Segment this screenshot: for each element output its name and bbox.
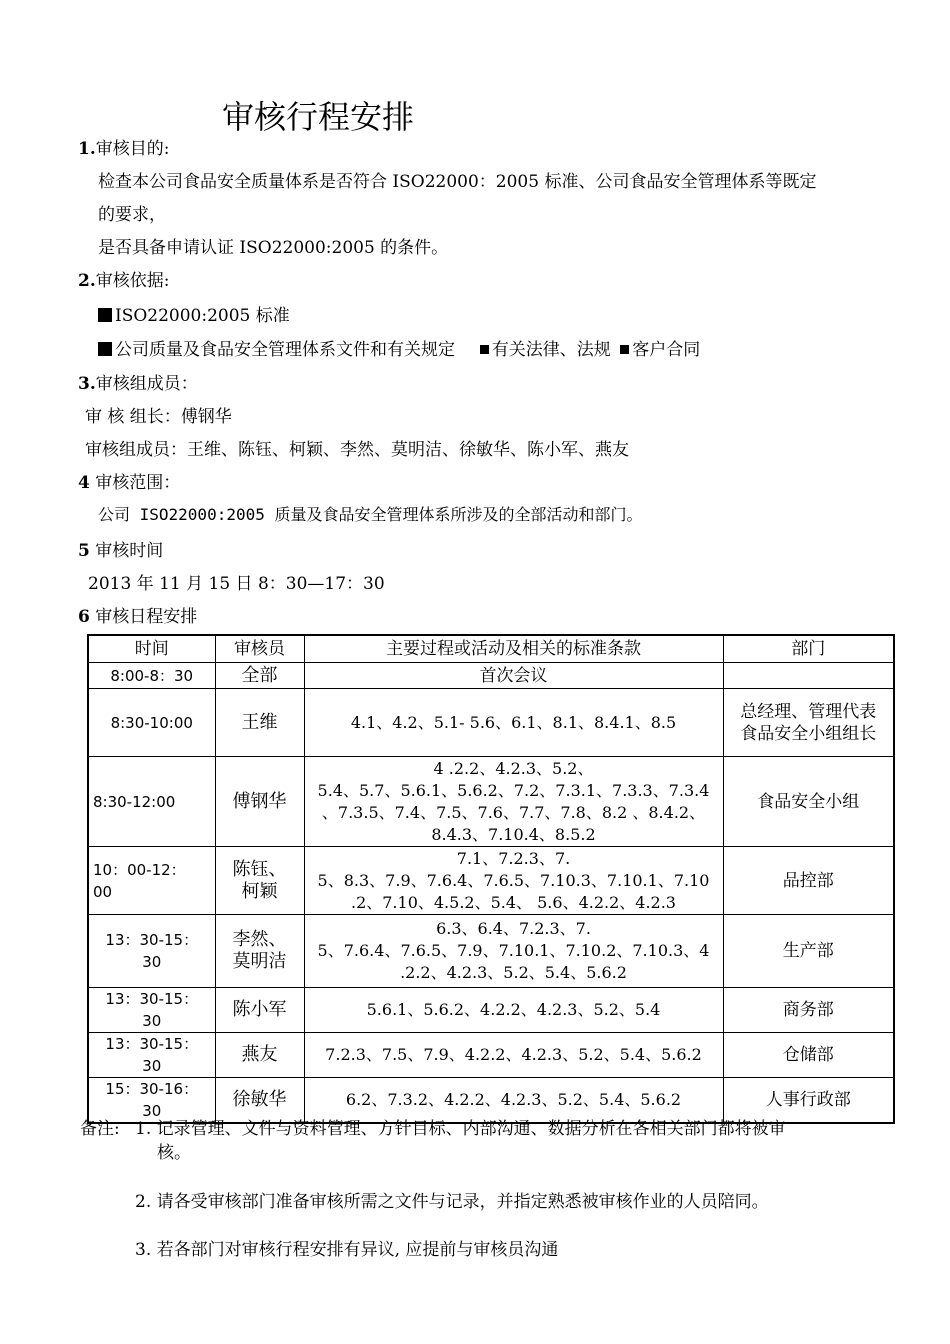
team-members-label: 审核组成员： [85, 440, 187, 460]
note-1-line-2: 核。 [157, 1143, 191, 1163]
section-3-number: 3. [78, 374, 96, 394]
section-6-heading [78, 602, 197, 627]
table-row [88, 689, 894, 757]
section-1-line-1: 检查本公司食品安全质量体系是否符合 ISO22000：2005 标准、公司食品安全管理体系等既定 [98, 172, 817, 192]
basis-item-1-text: ISO22000:2005 标准 [115, 306, 290, 326]
row-time: 15：30-16： 30 [88, 1078, 215, 1124]
row-time: 13：30-15： 30 [88, 1033, 215, 1078]
row-time: 8:00-8：30 [88, 663, 215, 689]
row-department: 人事行政部 [723, 1078, 894, 1124]
table-row [88, 663, 894, 689]
section-2-label: 审核依据: [95, 271, 170, 291]
row-time: 10：00-12： 00 [88, 847, 215, 915]
section-1-label: 审核目的: [95, 139, 170, 159]
note-2: 2. 请各受审核部门准备审核所需之文件与记录，并指定熟悉被审核作业的人员陪同。 [135, 1192, 769, 1212]
schedule-table [87, 634, 895, 1124]
table-row [88, 1033, 894, 1078]
row-auditor: 陈小军 [215, 988, 304, 1033]
basis-item-2-text: 公司质量及食品安全管理体系文件和有关规定 [115, 340, 455, 360]
row-clause: 5.6.1、5.6.2、4.2.2、4.2.3、5.2、5.4 [304, 988, 723, 1033]
team-leader-label: 审 核 组长： [85, 407, 181, 427]
note-1-line-1: 1. 记录管理、文件与资料管理、方针目标、内部沟通、数据分析在各相关部门都将被审 [135, 1119, 786, 1139]
audit-time-text: 2013 年 11 月 15 日 8：30—17：30 [88, 574, 385, 594]
section-4-number: 4 [78, 473, 90, 493]
basis-item-4-text: 客户合同 [632, 340, 701, 360]
table-row [88, 847, 894, 915]
table-header-row [88, 635, 894, 663]
section-5-heading [78, 536, 163, 561]
header-auditor: 审核员 [215, 635, 304, 663]
row-time: 13：30-15： 30 [88, 988, 215, 1033]
row-time: 8:30-12:00 [88, 757, 215, 847]
section-6-label: 审核日程安排 [95, 607, 198, 627]
section-6-number: 6 [78, 607, 90, 627]
section-2-number: 2. [78, 271, 96, 291]
section-1-heading [78, 134, 169, 159]
row-department: 仓储部 [723, 1033, 894, 1078]
section-1-line-3: 是否具备申请认证 ISO22000:2005 的条件。 [98, 238, 449, 258]
section-5-label: 审核时间 [95, 541, 164, 561]
row-clause: 6.3、6.4、7.2.3、7. 5、7.6.4、7.6.5、7.9、7.10.1、7.10.2、7.10.3、4 .2.2、4.2.3、5.2、5.4、5.6.2 [304, 915, 723, 988]
square-bullet-icon [620, 345, 629, 354]
section-4-label: 审核范围： [95, 473, 181, 493]
square-bullet-icon [98, 342, 112, 356]
basis-items-row [98, 335, 700, 360]
row-auditor: 徐敏华 [215, 1078, 304, 1124]
section-5-number: 5 [78, 541, 90, 561]
row-department: 总经理、管理代表 食品安全小组组长 [723, 689, 894, 757]
row-clause: 4.1、4.2、5.1- 5.6、6.1、8.1、8.4.1、8.5 [304, 689, 723, 757]
section-3-label: 审核组成员： [95, 374, 198, 394]
row-department: 品控部 [723, 847, 894, 915]
row-auditor: 李然、 莫明洁 [215, 915, 304, 988]
row-auditor: 全部 [215, 663, 304, 689]
row-clause: 6.2、7.3.2、4.2.2、4.2.3、5.2、5.4、5.6.2 [304, 1078, 723, 1124]
header-time: 时间 [88, 635, 215, 663]
row-auditor: 傅钢华 [215, 757, 304, 847]
scope-text: 公司 ISO22000:2005 质量及食品安全管理体系所涉及的全部活动和部门。 [98, 505, 643, 524]
section-3-heading [78, 369, 198, 394]
table-row [88, 988, 894, 1033]
section-2-heading [78, 266, 169, 291]
basis-item-3-text: 有关法律、法规 [491, 340, 611, 360]
row-clause: 7.2.3、7.5、7.9、4.2.2、4.2.3、5.2、5.4、5.6.2 [304, 1033, 723, 1078]
note-3: 3. 若各部门对审核行程安排有异议, 应提前与审核员沟通 [135, 1240, 559, 1260]
header-clause: 主要过程或活动及相关的标准条款 [304, 635, 723, 663]
section-1-number: 1. [78, 139, 96, 159]
row-time: 13：30-15： 30 [88, 915, 215, 988]
row-department: 生产部 [723, 915, 894, 988]
notes-label: 备注: [80, 1119, 120, 1139]
section-1-line-2: 的要求， [98, 205, 166, 225]
row-clause: 7.1、7.2.3、7. 5、8.3、7.9、7.6.4、7.6.5、7.10.3、7.10.1、7.10 .2、7.10、4.5.2、5.4、 5.6、4.2.2、4.2.3 [304, 847, 723, 915]
row-auditor: 王维 [215, 689, 304, 757]
team-members-names: 王维、陈钰、柯颖、李然、莫明洁、徐敏华、陈小军、燕友 [187, 440, 629, 460]
square-bullet-icon [98, 308, 112, 322]
team-leader-line [85, 402, 232, 427]
team-members-line [85, 435, 629, 460]
row-clause: 4 .2.2、4.2.3、5.2、 5.4、5.7、5.6.1、5.6.2、7.2、7.3.1、7.3.3、7.3.4 、7.3.5、7.4、7.5、7.6、7.7、7.8、8.2 、8.4.2、 8.4.3、7.10.4、8.5.2 [304, 757, 723, 847]
row-department: 商务部 [723, 988, 894, 1033]
row-department [723, 663, 894, 689]
table-row [88, 757, 894, 847]
row-department: 食品安全小组 [723, 757, 894, 847]
row-auditor: 燕友 [215, 1033, 304, 1078]
team-leader-name: 傅钢华 [180, 407, 232, 427]
section-4-heading [78, 468, 180, 493]
table-row [88, 915, 894, 988]
row-time: 8:30-10:00 [88, 689, 215, 757]
row-clause: 首次会议 [304, 663, 723, 689]
page-title: 审核行程安排 [222, 98, 415, 136]
header-department: 部门 [723, 635, 894, 663]
row-auditor: 陈钰、 柯颖 [215, 847, 304, 915]
square-bullet-icon [480, 345, 489, 354]
basis-item-1 [98, 301, 290, 326]
